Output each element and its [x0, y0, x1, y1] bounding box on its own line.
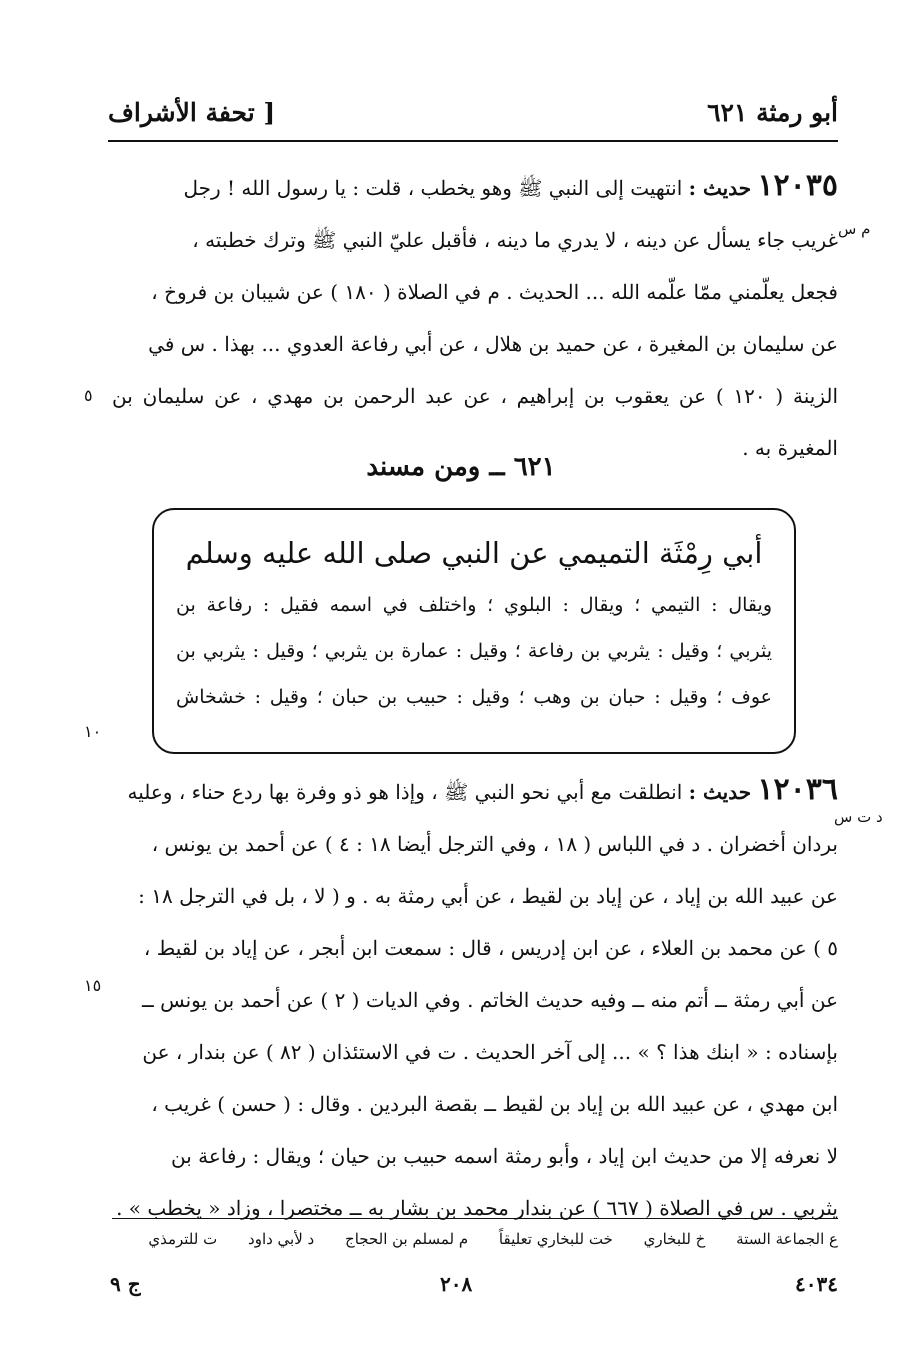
- entry-line: عن عبيد الله بن إياد ، عن إياد بن لقيط ، عن أبي رمثة به . و ( لا ، بل في الترجل ١٨ :: [138, 884, 838, 908]
- sigla-item: خ للبخاري: [643, 1230, 706, 1248]
- entry-line: ٥ ) عن محمد بن العلاء ، عن ابن إدريس ، قال : سمعت ابن أبجر ، عن إياد بن لقيط ،: [143, 936, 838, 960]
- line-number: ١٠: [84, 722, 102, 741]
- entry-line: غريب جاء يسأل عن دينه ، لا يدري ما دينه ، فأقبل عليّ النبي ﷺ وترك خطبته ،: [192, 228, 838, 252]
- page-number: ٢٠٨: [440, 1272, 473, 1296]
- box-line: ويقال : التيمي ؛ ويقال : البلوي ؛ واختلف في اسمه فقيل : رفاعة بن: [176, 594, 772, 616]
- entry-line: بإسناده : « ابنك هذا ؟ » ... إلى آخر الحديث . ت في الاستئذان ( ٨٢ ) عن بندار ، عن: [142, 1040, 838, 1064]
- entry-line: فجعل يعلّمني ممّا علّمه الله ... الحديث . م في الصلاة ( ١٨٠ ) عن شيبان بن فروخ ،: [151, 280, 838, 304]
- box-line: يثربي ؛ وقيل : يثربي بن رفاعة ؛ وقيل : عمارة بن يثربي ؛ وقيل : يثربي بن: [176, 640, 773, 662]
- entry-line: [112, 764, 838, 818]
- sigla-item: ع الجماعة الستة: [736, 1230, 838, 1248]
- entry-line: عن سليمان بن المغيرة ، عن حميد بن هلال ، عن أبي رفاعة العدوي ... بهذا . س في: [148, 332, 838, 356]
- sigla-key: [98, 1226, 838, 1252]
- volume-page-number: ٤٠٣٤: [795, 1272, 838, 1296]
- entry-line: بردان أخضران . د في اللباس ( ١٨ ، وفي الترجل أيضا ١٨ : ٤ ) عن أحمد بن يونس ،: [151, 832, 838, 856]
- sigla-item: خت للبخاري تعليقاً: [498, 1230, 613, 1248]
- entry-line: عن أبي رمثة ــ أتم منه ــ وفيه حديث الخاتم . وفي الديات ( ٢ ) عن أحمد بن يونس ــ: [142, 988, 838, 1012]
- source-sigla: د ت س: [834, 808, 883, 826]
- line-number: ١٥: [84, 976, 102, 995]
- footnote-divider: [112, 1218, 838, 1219]
- header-right-title: أبو رمثة ٦٢١: [707, 98, 838, 127]
- running-header: [108, 96, 838, 142]
- entry-line-text: انتهيت إلى النبي ﷺ وهو يخطب ، قلت : يا رسول الله ! رجل: [183, 176, 683, 200]
- source-sigla: م س: [838, 220, 871, 238]
- box-title: أبي رِمْثَة التميمي عن النبي صلى الله عليه وسلم: [185, 536, 763, 570]
- line-number: ٥: [84, 386, 93, 405]
- hadith-entry-12036: [112, 764, 838, 1234]
- section-title: ٦٢١ ــ ومن مسند: [366, 452, 556, 482]
- hadith-number: ١٢٠٣٦: [757, 772, 838, 807]
- hadith-number: ١٢٠٣٥: [757, 168, 838, 203]
- sigla-item: ت للترمذي: [148, 1230, 218, 1248]
- volume-label: ج ٩: [110, 1272, 141, 1296]
- box-line: عوف ؛ وقيل : حبان بن وهب ؛ وقيل : حبيب بن حبان ؛ وقيل : خشخاش: [176, 686, 772, 708]
- entry-line-text: انطلقت مع أبي نحو النبي ﷺ ، وإذا هو ذو وفرة بها ردع حناء ، وعليه: [127, 780, 683, 804]
- sigla-item: د لأبي داود: [248, 1230, 315, 1248]
- entry-line: الزينة ( ١٢٠ ) عن يعقوب بن إبراهيم ، عن عبد الرحمن بن مهدي ، عن سليمان بن المغيرة به .: [112, 384, 838, 460]
- hadith-keyword: حديث :: [688, 176, 752, 200]
- header-left-title: [ تحفة الأشراف: [108, 98, 276, 127]
- sigla-item: م لمسلم بن الحجاج: [345, 1230, 469, 1248]
- entry-line: ابن مهدي ، عن عبيد الله بن إياد بن لقيط ــ بقصة البردين . وقال : ( حسن ) غريب ،: [151, 1092, 838, 1116]
- entry-line: يثربي . س في الصلاة ( ٦٦٧ ) عن بندار محمد بن بشار به ــ مختصرا ، وزاد « يخطب » .: [116, 1196, 838, 1220]
- entry-line: [112, 160, 838, 214]
- musnad-box: [152, 508, 796, 754]
- hadith-keyword: حديث :: [688, 780, 752, 804]
- entry-line: لا نعرفه إلا من حديث ابن إياد ، وأبو رمثة اسمه حبيب بن حيان ؛ ويقال : رفاعة بن: [171, 1144, 838, 1168]
- hadith-entry-12035: [112, 160, 838, 474]
